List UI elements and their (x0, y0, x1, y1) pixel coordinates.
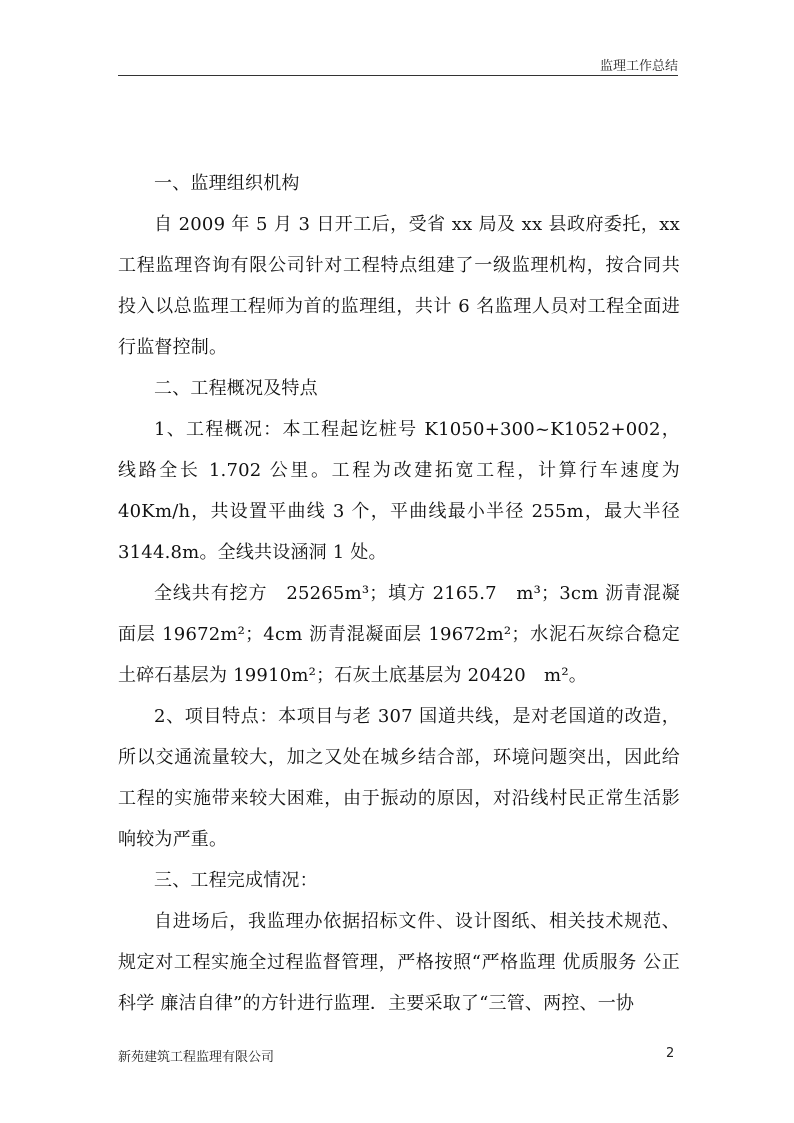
page-header (118, 0, 678, 76)
section-heading-completion: 三、工程完成情况： (154, 870, 318, 891)
footer-company: 新苑建筑工程监理有限公司 (118, 1050, 275, 1065)
document-body (118, 163, 680, 1024)
header-rule (118, 75, 678, 76)
paragraph-organization: 自 2009 年 5 月 3 日开工后，受省 xx 局及 xx 县政府委托，xx 工程监理咨询有限公司针对工程特点组建了一级监理机构，按合同共投入以总监理工程师为首的监理组，共计 6 名监理人员对工程全面进行监督控制。 (118, 214, 680, 358)
paragraph-project-features: 2、项目特点：本项目与老 307 国道共线，是对老国道的改造，所以交通流量较大，加之又处在城乡结合部，环境问题突出，因此给工程的实施带来较大困难，由于振动的原因，对沿线村民正常生活影响较为严重。 (118, 706, 680, 850)
paragraph-quantities: 全线共有挖方 25265m³；填方 2165.7 m³；3cm 沥青混凝面层 19672m²；4cm 沥青混凝面层 19672m²；水泥石灰综合稳定土碎石基层为 19910m²；石灰土底基层为 20420 m²。 (118, 583, 680, 686)
paragraph-completion: 自进场后，我监理办依据招标文件、设计图纸、相关技术规范、规定对工程实施全过程监督管理，严格按照“严格监理 优质服务 公正科学 廉洁自律”的方针进行监理．主要采取了“三管、两控、一协 (118, 911, 680, 1014)
section-heading-overview: 二、工程概况及特点 (154, 378, 318, 399)
footer-page-number: 2 (666, 1046, 675, 1061)
paragraph-project-overview: 1、工程概况：本工程起讫桩号 K1050+300~K1052+002，线路全长 1.702 公里。工程为改建拓宽工程，计算行车速度为 40Km/h，共设置平曲线 3 个，平曲线最小半径 255m，最大半径 3144.8m。全线共设涵洞 1 处。 (118, 419, 680, 563)
section-heading-organization: 一、监理组织机构 (154, 173, 300, 194)
header-title: 监理工作总结 (599, 59, 678, 74)
